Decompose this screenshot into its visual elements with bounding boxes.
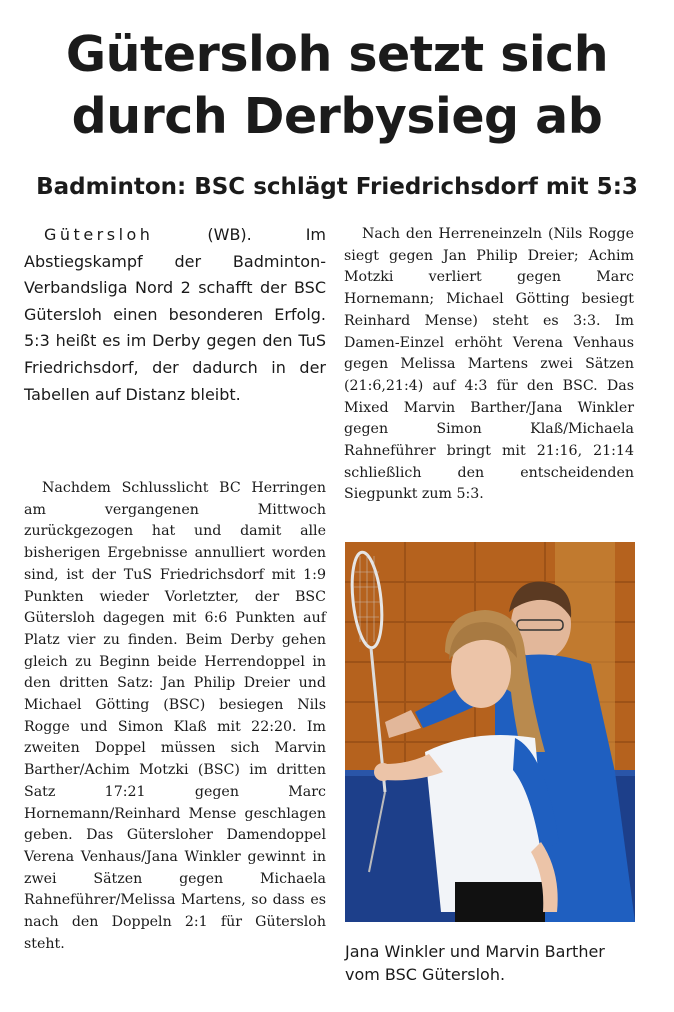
body-column-right: [344, 224, 634, 506]
headline-line-2: durch Derbysieg ab: [71, 88, 603, 145]
body-column-left: [24, 478, 326, 955]
dateline: Gütersloh: [44, 225, 154, 244]
headline-line-1: Gütersloh setzt sich: [65, 26, 609, 83]
subheadline: Badminton: BSC schlägt Friedrichsdorf mit 5:3: [36, 174, 638, 200]
body-right-text: Nach den Herreneinzeln (Nils Rogge siegt gegen Jan Philip Dreier; Achim Motzki verliert gegen Marc Hornemann; Michael Götting besiegt Reinhard Mense) steht es 3:3. Im Damen-Einzel erhöht Verena Venhaus gegen Melissa Martens zwei Sätzen (21:6,21:4) auf 4:3 für den BSC. Das Mixed Marvin Barther/Jana Winkler gegen Simon Klaß/Michaela Rahneführer bringt mit 21:16, 21:14 schließlich den entscheidenden Siegpunkt zum 5:3.: [344, 226, 634, 503]
body-left-text: Nachdem Schlusslicht BC Herringen am vergangenen Mittwoch zurückgezogen hat und damit alle bisherigen Ergebnisse annulliert worden sind, ist der TuS Friedrichsdorf mit 1:9 Punkten wieder Vorletzter, der BSC Gütersloh dagegen mit 6:6 Punkten auf Platz vier zu finden. Beim Derby gehen gleich zu Beginn beide Herrendoppel in den dritten Satz: Jan Philip Dreier und Michael Götting (BSC) besiegen Nils Rogge und Simon Klaß mit 22:20. Im zweiten Doppel müssen sich Marvin Barther/Achim Motzki (BSC) im dritten Satz 17:21 gegen Marc Hornemann/Reinhard Mense geschlagen geben. Das Gütersloher Damendoppel Verena Venhaus/Jana Winkler gewinnt in zwei Sätzen gegen Michaela Rahneführer/Melissa Martens, so dass es nach den Doppeln 2:1 für Gütersloh steht.: [24, 480, 326, 952]
article-photo: [345, 542, 635, 922]
badminton-players-image: [345, 542, 635, 922]
lead-text: (WB). Im Abstiegskampf der Badminton-Verbandsliga Nord 2 schafft der BSC Gütersloh einen besonderen Erfolg. 5:3 heißt es im Derby gegen den TuS Friedrichsdorf, der dadurch in der Tabellen auf Distanz bleibt.: [24, 225, 326, 404]
headline: [0, 24, 674, 148]
photo-caption: Jana Winkler und Marvin Barther vom BSC Gütersloh.: [345, 942, 605, 984]
lead-paragraph: [24, 222, 326, 408]
